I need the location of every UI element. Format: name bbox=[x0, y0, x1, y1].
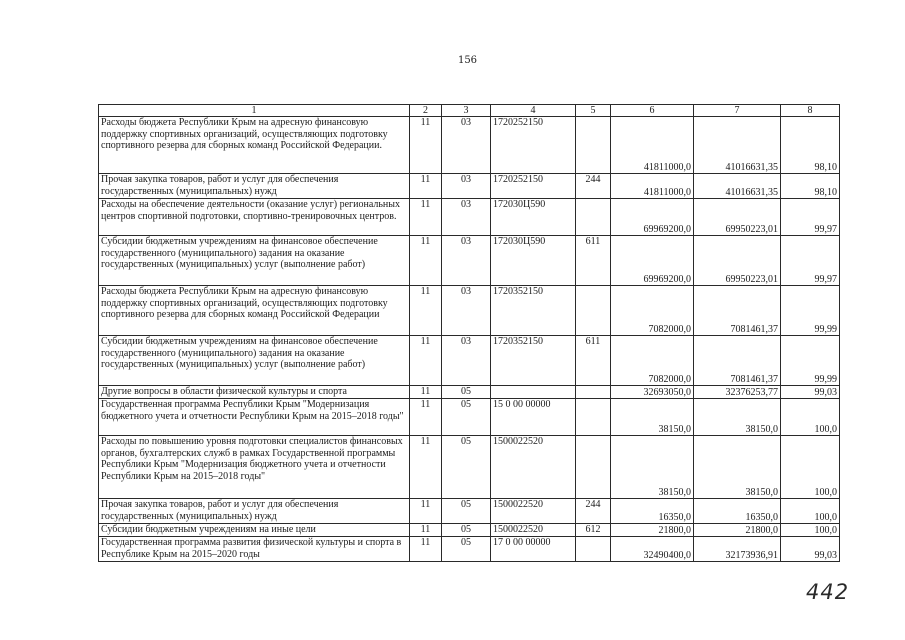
header-cell: 2 bbox=[410, 105, 442, 117]
description-cell: Расходы по повышению уровня подготовки специалистов финансовых органов, бухгалтерских служб в рамках Государственной программы Республики Крым "Модернизация бюджетного учета и отчетности Республики Крым на 2015–2018 годы" bbox=[99, 436, 410, 499]
percent-cell: 99,97 bbox=[781, 236, 840, 286]
plan-cell: 21800,0 bbox=[611, 524, 694, 537]
table-row bbox=[99, 174, 840, 199]
subsection-cell: 05 bbox=[442, 436, 491, 499]
target-article-cell: 1720352150 bbox=[491, 336, 576, 386]
section-cell: 11 bbox=[410, 524, 442, 537]
description-cell: Другие вопросы в области физической культуры и спорта bbox=[99, 386, 410, 399]
section-cell: 11 bbox=[410, 499, 442, 524]
header-cell: 6 bbox=[611, 105, 694, 117]
expense-type-cell: 244 bbox=[576, 499, 611, 524]
plan-cell: 7082000,0 bbox=[611, 336, 694, 386]
table-row bbox=[99, 499, 840, 524]
header-cell: 7 bbox=[694, 105, 781, 117]
subsection-cell: 03 bbox=[442, 199, 491, 236]
subsection-cell: 03 bbox=[442, 117, 491, 174]
fact-cell: 38150,0 bbox=[694, 436, 781, 499]
expense-type-cell bbox=[576, 117, 611, 174]
percent-cell: 100,0 bbox=[781, 524, 840, 537]
percent-cell: 99,99 bbox=[781, 286, 840, 336]
page-number: 156 bbox=[457, 55, 478, 66]
table-row bbox=[99, 386, 840, 399]
percent-cell: 99,03 bbox=[781, 537, 840, 562]
subsection-cell: 03 bbox=[442, 286, 491, 336]
subsection-cell: 03 bbox=[442, 174, 491, 199]
expense-type-cell: 612 bbox=[576, 524, 611, 537]
subsection-cell: 05 bbox=[442, 524, 491, 537]
percent-cell: 99,03 bbox=[781, 386, 840, 399]
expense-type-cell: 244 bbox=[576, 174, 611, 199]
expense-type-cell bbox=[576, 199, 611, 236]
fact-cell: 41016631,35 bbox=[694, 117, 781, 174]
plan-cell: 32693050,0 bbox=[611, 386, 694, 399]
plan-cell: 69969200,0 bbox=[611, 199, 694, 236]
percent-cell: 100,0 bbox=[781, 499, 840, 524]
target-article-cell: 1720252150 bbox=[491, 117, 576, 174]
description-cell: Прочая закупка товаров, работ и услуг для обеспечения государственных (муниципальных) нужд bbox=[99, 499, 410, 524]
table-row bbox=[99, 199, 840, 236]
description-cell: Расходы на обеспечение деятельности (оказание услуг) региональных центров спортивной подготовки, спортивно-тренировочных центров. bbox=[99, 199, 410, 236]
plan-cell: 7082000,0 bbox=[611, 286, 694, 336]
plan-cell: 38150,0 bbox=[611, 399, 694, 436]
subsection-cell: 05 bbox=[442, 386, 491, 399]
table-row bbox=[99, 399, 840, 436]
section-cell: 11 bbox=[410, 174, 442, 199]
percent-cell: 98,10 bbox=[781, 174, 840, 199]
subsection-cell: 03 bbox=[442, 236, 491, 286]
target-article-cell: 15 0 00 00000 bbox=[491, 399, 576, 436]
section-cell: 11 bbox=[410, 336, 442, 386]
plan-cell: 38150,0 bbox=[611, 436, 694, 499]
expense-type-cell bbox=[576, 537, 611, 562]
target-article-cell: 1720352150 bbox=[491, 286, 576, 336]
description-cell: Субсидии бюджетным учреждениям на финансовое обеспечение государственного (муниципального) задания на оказание государственных (муниципальных) услуг (выполнение работ) bbox=[99, 336, 410, 386]
table-row bbox=[99, 436, 840, 499]
percent-cell: 100,0 bbox=[781, 436, 840, 499]
plan-cell: 41811000,0 bbox=[611, 117, 694, 174]
description-cell: Государственная программа Республики Крым "Модернизация бюджетного учета и отчетности Республики Крым на 2015–2018 годы" bbox=[99, 399, 410, 436]
target-article-cell bbox=[491, 386, 576, 399]
target-article-cell: 1720252150 bbox=[491, 174, 576, 199]
percent-cell: 99,97 bbox=[781, 199, 840, 236]
description-cell: Субсидии бюджетным учреждениям на иные цели bbox=[99, 524, 410, 537]
plan-cell: 16350,0 bbox=[611, 499, 694, 524]
expense-type-cell bbox=[576, 399, 611, 436]
budget-table bbox=[98, 104, 840, 562]
percent-cell: 98,10 bbox=[781, 117, 840, 174]
section-cell: 11 bbox=[410, 286, 442, 336]
expense-type-cell: 611 bbox=[576, 236, 611, 286]
fact-cell: 16350,0 bbox=[694, 499, 781, 524]
fact-cell: 7081461,37 bbox=[694, 286, 781, 336]
fact-cell: 32376253,77 bbox=[694, 386, 781, 399]
expense-type-cell bbox=[576, 286, 611, 336]
header-cell: 4 bbox=[491, 105, 576, 117]
description-cell: Расходы бюджета Республики Крым на адресную финансовую поддержку спортивных организаций, осуществляющих подготовку спортивного резерва для сборных команд Российской Федерации bbox=[99, 286, 410, 336]
section-cell: 11 bbox=[410, 199, 442, 236]
fact-cell: 41016631,35 bbox=[694, 174, 781, 199]
expense-type-cell bbox=[576, 386, 611, 399]
description-cell: Прочая закупка товаров, работ и услуг для обеспечения государственных (муниципальных) нужд bbox=[99, 174, 410, 199]
percent-cell: 99,99 bbox=[781, 336, 840, 386]
subsection-cell: 05 bbox=[442, 537, 491, 562]
table-row bbox=[99, 336, 840, 386]
fact-cell: 21800,0 bbox=[694, 524, 781, 537]
percent-cell: 100,0 bbox=[781, 399, 840, 436]
table-row bbox=[99, 117, 840, 174]
subsection-cell: 03 bbox=[442, 336, 491, 386]
fact-cell: 32173936,91 bbox=[694, 537, 781, 562]
fact-cell: 69950223,01 bbox=[694, 199, 781, 236]
description-cell: Государственная программа развития физической культуры и спорта в Республике Крым на 2015–2020 годы bbox=[99, 537, 410, 562]
header-cell: 8 bbox=[781, 105, 840, 117]
section-cell: 11 bbox=[410, 386, 442, 399]
expense-type-cell bbox=[576, 436, 611, 499]
fact-cell: 7081461,37 bbox=[694, 336, 781, 386]
section-cell: 11 bbox=[410, 537, 442, 562]
header-cell: 5 bbox=[576, 105, 611, 117]
section-cell: 11 bbox=[410, 399, 442, 436]
table-row bbox=[99, 537, 840, 562]
target-article-cell: 1500022520 bbox=[491, 436, 576, 499]
target-article-cell: 1500022520 bbox=[491, 524, 576, 537]
plan-cell: 41811000,0 bbox=[611, 174, 694, 199]
header-cell: 1 bbox=[99, 105, 410, 117]
fact-cell: 38150,0 bbox=[694, 399, 781, 436]
target-article-cell: 172030Ц590 bbox=[491, 199, 576, 236]
expense-type-cell: 611 bbox=[576, 336, 611, 386]
table-row bbox=[99, 236, 840, 286]
section-cell: 11 bbox=[410, 436, 442, 499]
header-row bbox=[99, 105, 840, 117]
section-cell: 11 bbox=[410, 236, 442, 286]
description-cell: Расходы бюджета Республики Крым на адресную финансовую поддержку спортивных организаций, осуществляющих подготовку спортивного резерва для сборных команд Российской Федерации. bbox=[99, 117, 410, 174]
section-cell: 11 bbox=[410, 117, 442, 174]
subsection-cell: 05 bbox=[442, 399, 491, 436]
target-article-cell: 1500022520 bbox=[491, 499, 576, 524]
table-row bbox=[99, 286, 840, 336]
subsection-cell: 05 bbox=[442, 499, 491, 524]
description-cell: Субсидии бюджетным учреждениям на финансовое обеспечение государственного (муниципального) задания на оказание государственных (муниципальных) услуг (выполнение работ) bbox=[99, 236, 410, 286]
header-cell: 3 bbox=[442, 105, 491, 117]
target-article-cell: 172030Ц590 bbox=[491, 236, 576, 286]
handwritten-page-number: 442 bbox=[806, 580, 850, 604]
target-article-cell: 17 0 00 00000 bbox=[491, 537, 576, 562]
fact-cell: 69950223,01 bbox=[694, 236, 781, 286]
table-row bbox=[99, 524, 840, 537]
plan-cell: 32490400,0 bbox=[611, 537, 694, 562]
plan-cell: 69969200,0 bbox=[611, 236, 694, 286]
